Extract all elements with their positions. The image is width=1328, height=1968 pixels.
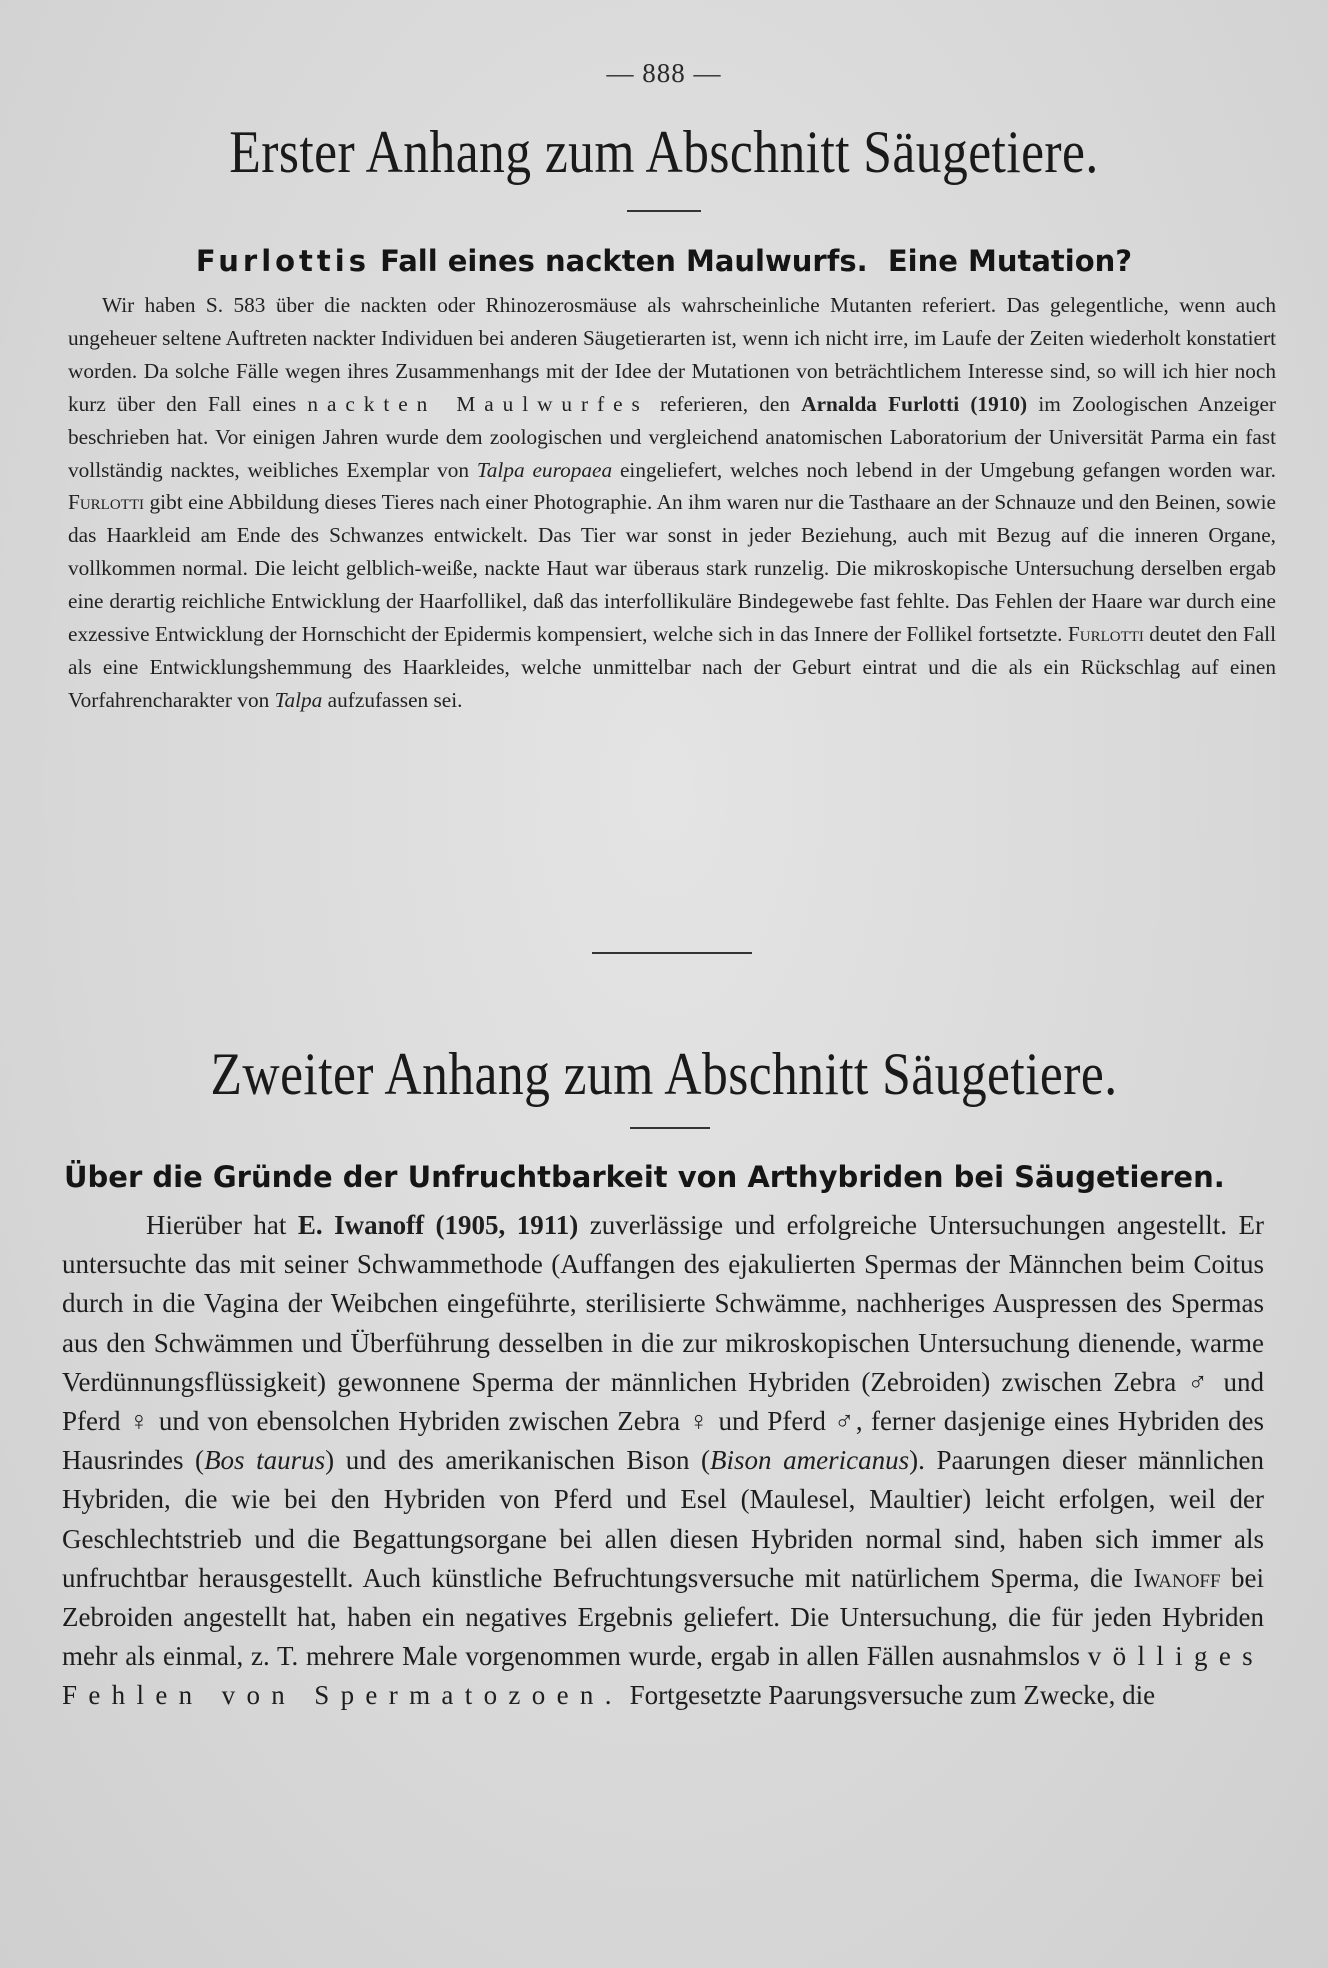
- text-run: im Zoologischen Anzeiger beschrieben hat. Vor einigen Jahren wurde dem zoologischen und vergleichend anatomischen Laboratorium der Universität Parma ein fast vollständig nacktes, weibliches Exemplar von: [68, 391, 1277, 482]
- section1-paragraph: [68, 289, 1276, 717]
- section-divider: [592, 952, 752, 954]
- section2-title: Zweiter Anhang zum Abschnitt Säugetiere.: [210, 1041, 1118, 1107]
- text-run: referieren, den: [648, 391, 802, 416]
- section1-title: Erster Anhang zum Abschnitt Säugetiere.: [229, 119, 1099, 185]
- heading-text: Fall eines nackten Maulwurfs. Eine Mutation?: [369, 244, 1133, 278]
- author-citation: E. Iwanoff (1905, 1911): [297, 1210, 579, 1240]
- species-name: Bos taurus: [204, 1445, 326, 1476]
- spaced-text: völliges Fehlen von Spermatozoen.: [62, 1641, 1264, 1711]
- text-run: zuverlässige und erfolgreiche Untersuchungen angestellt. Er untersuchte das mit seiner Schwammethode (Auffangen des ejakulierten Spermas der Männchen beim Coitus durch in die Vagina der Weibchen eingeführte, sterilisierte Schwämme, nachheriges Auspressen des Spermas aus den Schwämmen und Überführung desselben in die zur mikroskopischen Untersuchung dienende, warme Verdünnungsflüssigkeit) gewonnene Sperma der männlichen Hybriden (Zebroiden) zwischen Zebra ♂ und Pferd ♀ und von ebensolchen Hybriden zwischen Zebra ♀ und Pferd ♂, ferner dasjenige eines Hybriden des Hausrindes (: [62, 1210, 1264, 1476]
- author-smallcaps: Iwanoff: [1133, 1562, 1221, 1593]
- spaced-text: nackten Maulwurfes: [307, 391, 649, 416]
- page-number: — 888 —: [606, 58, 722, 88]
- section1-heading: [0, 244, 1328, 278]
- text-run: Hierüber hat: [146, 1210, 298, 1240]
- author-smallcaps: Furlotti: [68, 490, 144, 515]
- text-run: aufzufassen sei.: [322, 687, 463, 712]
- section2-paragraph: [62, 1206, 1264, 1716]
- section2-heading: Über die Gründe der Unfruchtbarkeit von Arthybriden bei Säugetieren.: [64, 1160, 1225, 1194]
- text-run: Wir haben S. 583 über die nackten oder Rhinozerosmäuse als wahrscheinliche Mutanten referiert. Das gelegentliche, wenn auch ungeheuer seltene Auftreten nackter Individuen bei anderen Säugetierarten ist, wenn ich nicht irre, im Laufe der Zeiten wiederholt konstatiert worden. Da solche Fälle wegen ihres Zusammenhangs mit der Idee der Mutationen von beträchtlichem Interesse sind, so will ich hier noch kurz über den Fall eines: [68, 293, 1276, 416]
- text-run: ) und des amerikanischen Bison (: [325, 1445, 711, 1476]
- heading-author: Furlottis: [195, 244, 370, 278]
- text-run: ). Paarungen dieser männlichen Hybriden, die wie bei den Hybriden von Pferd und Esel (Maulesel, Maultier) leicht erfolgen, weil der Geschlechtstrieb und die Begattungsorgane bei allen diesen Hybriden normal sind, haben sich immer als unfruchtbar herausgestellt. Auch künstliche Befruchtungsversuche mit natürlichem Sperma, die: [62, 1445, 1264, 1593]
- text-run: deutet den Fall als eine Entwicklungshemmung des Haarkleides, welche unmittelbar nach der Geburt eintrat und die als ein Rückschlag auf einen Vorfahrencharakter von: [68, 622, 1277, 712]
- text-run: gibt eine Abbildung dieses Tieres nach einer Photographie. An ihm waren nur die Tasthaare an der Schnauze und den Beinen, sowie das Haarkleid am Ende des Schwanzes entwickelt. Das Tier war sonst in jeder Beziehung, auch mit Bezug auf die inneren Organe, vollkommen normal. Die leicht gelblich-weiße, nackte Haut war überaus stark runzelig. Die mikroskopische Untersuchung derselben ergab eine derartig reichliche Entwicklung der Haarfollikel, daß das interfollikuläre Bindegewebe fast fehlte. Das Fehlen der Haare war durch eine exzessive Entwicklung der Hornschicht der Epidermis kompensiert, welche sich in das Innere der Follikel fortsetzte.: [68, 490, 1276, 647]
- author-smallcaps: Furlotti: [1067, 622, 1144, 647]
- species-name: Bison americanus: [710, 1445, 910, 1476]
- text-run: bei Zebroiden angestellt hat, haben ein negatives Ergebnis geliefert. Die Untersuchung, die für jeden Hybriden mehr als einmal, z. T. mehrere Male vorgenommen wurde, ergab in allen Fällen ausnahmslos: [62, 1562, 1264, 1672]
- text-run: Fortgesetzte Paarungsversuche zum Zwecke, die: [622, 1680, 1156, 1711]
- species-name: Talpa europaea: [476, 457, 613, 482]
- author-citation: Arnalda Furlotti (1910): [801, 391, 1028, 416]
- text-run: eingeliefert, welches noch lebend in der Umgebung gefangen worden war.: [612, 457, 1276, 482]
- title-rule-2: [630, 1127, 710, 1129]
- genus-name: Talpa: [274, 687, 323, 712]
- title-rule-1: [627, 210, 701, 212]
